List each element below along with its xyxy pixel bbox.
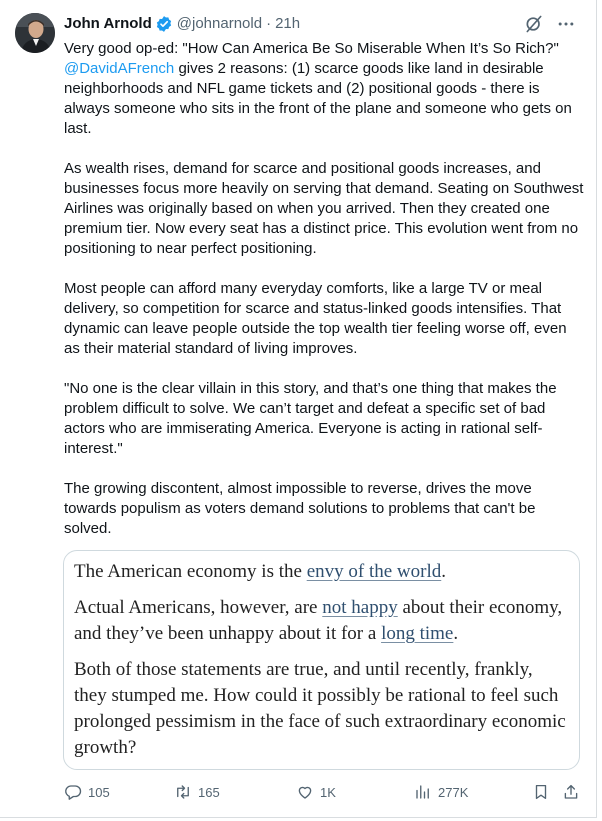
reply-button[interactable] — [64, 783, 110, 801]
views-button[interactable] — [414, 783, 468, 801]
tweet-text — [64, 39, 584, 559]
retweet-count: 165 — [198, 784, 220, 800]
like-button[interactable] — [296, 783, 336, 801]
mention-link[interactable]: @DavidAFrench — [64, 60, 175, 77]
text-segment: Very good op-ed: "How Can America Be So Miserable When It’s So Rich?" — [64, 40, 559, 57]
tweet-actions — [64, 783, 584, 807]
share-button[interactable] — [562, 783, 580, 801]
header-actions — [524, 14, 576, 34]
text-segment: . — [441, 561, 446, 582]
text-segment: Actual Americans, however, are — [74, 597, 323, 618]
author-name[interactable]: John Arnold — [64, 15, 152, 32]
retweet-button[interactable] — [174, 783, 220, 801]
tweet-paragraph-5: The growing discontent, almost impossible to reverse, drives the move towards populism as voters demand solutions to problems that can't be solved. — [64, 480, 536, 537]
reply-icon — [64, 783, 82, 801]
bookmark-icon — [532, 783, 550, 801]
grok-icon[interactable] — [524, 14, 544, 34]
quote-paragraph-1 — [74, 559, 569, 585]
tweet-timestamp[interactable]: 21h — [275, 15, 301, 32]
like-icon — [296, 783, 314, 801]
quote-paragraph-3: Both of those statements are true, and until recently, frankly, they stumped me. How could it possibly be rational to feel such prolonged pessimism in the face of such extraordinary economic growth? — [74, 659, 566, 758]
retweet-icon — [174, 783, 192, 801]
tweet-paragraph-3: Most people can afford many everyday comforts, like a large TV or meal delivery, so competition for scarce and status-linked goods intensifies. That dynamic can leave people outside the top wealth tier feeling worse off, even as their material standard of living improves. — [64, 280, 567, 357]
more-icon[interactable] — [556, 14, 576, 34]
quoted-article-card[interactable] — [63, 550, 580, 770]
text-segment: . — [453, 623, 459, 644]
quote-link-long-time[interactable]: long time — [381, 623, 454, 644]
separator-dot: · — [266, 15, 272, 32]
tweet-paragraph-1 — [64, 39, 584, 139]
like-count: 1K — [320, 784, 336, 800]
text-segment: about their economy, and they’ve been unhappy about it for a — [74, 597, 563, 644]
text-segment: The American economy is the — [74, 561, 307, 582]
tweet-paragraph-2: As wealth rises, demand for scarce and positional goods increases, and businesses focus more heavily on serving that demand. Seating on Southwest Airlines was originally based on when you arrived. Then they created one premium tier. Now every seat has a distinct price. This evolution went from no positioning to near perfect positioning. — [64, 160, 584, 257]
verified-badge-icon — [155, 15, 173, 33]
share-icon — [562, 783, 580, 801]
bookmark-button[interactable] — [532, 783, 550, 801]
quote-link-not-happy[interactable]: not happy — [322, 597, 398, 618]
tweet-paragraph-4: "No one is the clear villain in this story, and that’s one thing that makes the problem difficult to solve. We can’t target and defeat a specific set of bad actors who are immiserating America. Everyone is acting in rational self-interest." — [64, 380, 557, 457]
views-count: 277K — [438, 784, 469, 800]
quote-link-envy[interactable]: envy of the world — [306, 561, 442, 582]
reply-count: 105 — [88, 784, 110, 800]
text-segment: gives 2 reasons: (1) scarce goods like land in desirable neighborhoods and NFL game tickets and (2) positional goods - there is always someone who sits in the front of the plane and someone who gets on last. — [64, 60, 572, 137]
tweet-header — [64, 13, 576, 35]
avatar[interactable] — [15, 13, 55, 53]
quote-paragraph-2 — [74, 595, 569, 647]
author-handle[interactable]: @johnarnold — [176, 15, 263, 32]
views-icon — [414, 783, 432, 801]
